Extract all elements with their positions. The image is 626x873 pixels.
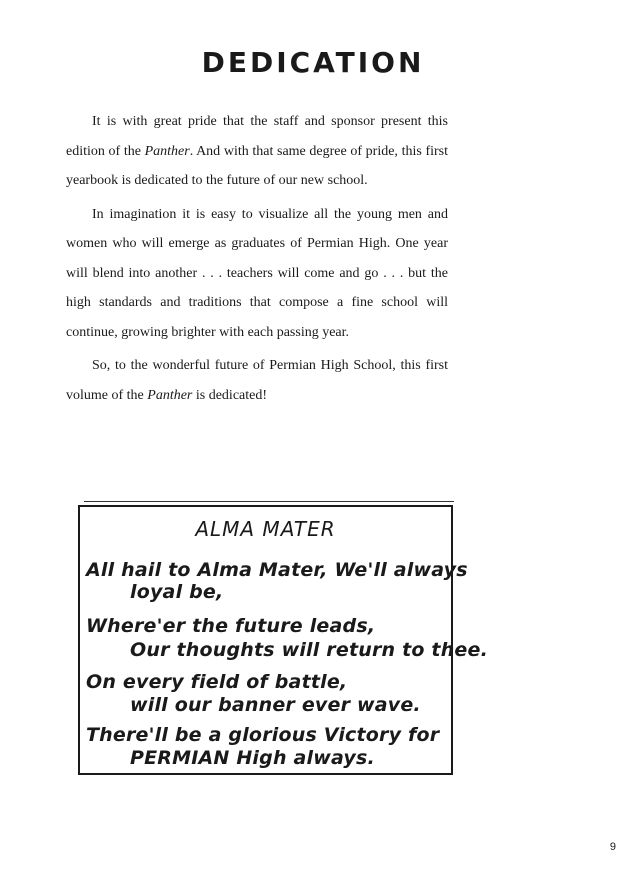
dedication-paragraph-3	[66, 351, 448, 410]
yearbook-name: Panther	[147, 387, 193, 403]
lyric-line: Where'er the future leads,	[86, 615, 376, 637]
paragraph-1-text: It is with great pride that the staff and sponsor present this edition of the	[66, 114, 448, 159]
lyric-line: Our thoughts will return to thee.	[130, 639, 489, 661]
lyric-line: will our banner ever wave.	[130, 694, 421, 716]
page-title: DEDICATION	[201, 46, 425, 79]
alma-mater-title: ALMA MATER	[195, 517, 336, 541]
paragraph-1-text-end: . And with that same degree of pride, this first yearbook is dedicated to the future of our new school.	[66, 143, 449, 188]
lyric-line: All hail to Alma Mater, We'll always	[86, 559, 468, 581]
dedication-paragraph-2: In imagination it is easy to visualize all the young men and women who will emerge as graduates of Permian High. One year will blend into another . . . teachers will come and go . . . but the high standards and traditions that compose a fine school will continue, growing brighter with each passing year.	[66, 206, 448, 340]
lyric-line: On every field of battle,	[86, 671, 348, 693]
lyric-line: loyal be,	[130, 581, 224, 603]
dedication-text	[66, 107, 448, 410]
alma-mater-box	[78, 505, 489, 775]
lyric-line: There'll be a glorious Victory for	[86, 724, 440, 746]
paragraph-3-text: So, to the wonderful future of Permian High School, this first volume of the	[66, 358, 448, 403]
page-number: 9	[609, 841, 616, 853]
lyric-line: PERMIAN High always.	[130, 747, 375, 769]
yearbook-name: Panther	[144, 143, 190, 159]
paragraph-3-text-end: is dedicated!	[192, 387, 268, 403]
dedication-paragraph-1	[66, 107, 448, 196]
